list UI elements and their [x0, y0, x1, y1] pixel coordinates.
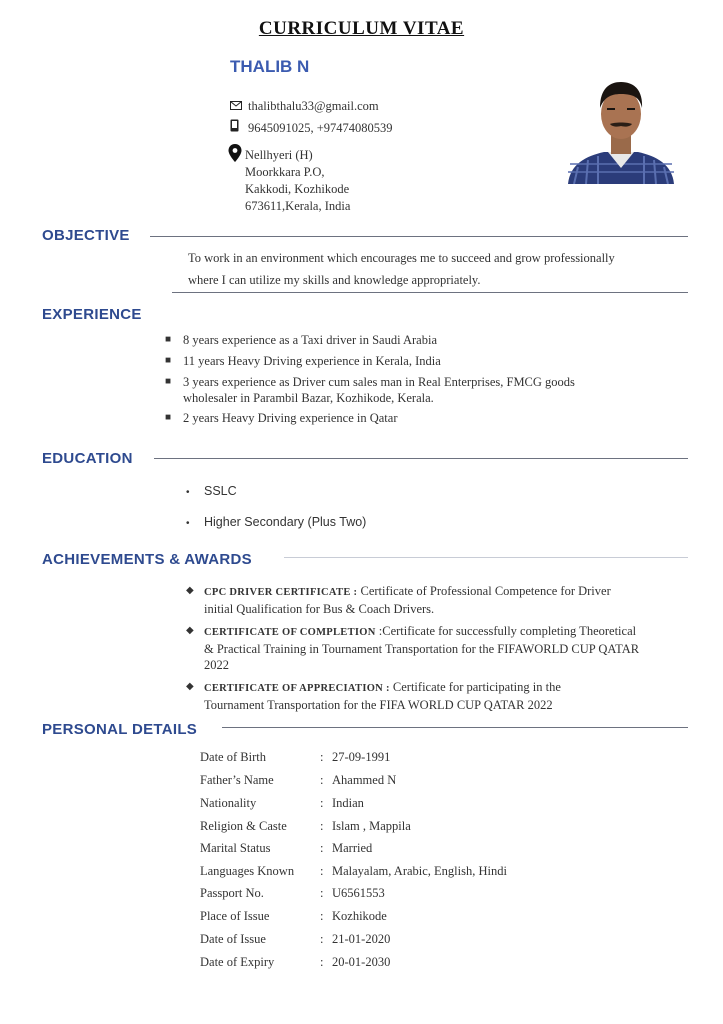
experience-heading: EXPERIENCE [42, 306, 142, 323]
education-list [186, 483, 586, 530]
section-divider [154, 458, 688, 459]
address-line: Kakkodi, Kozhikode [245, 182, 350, 196]
address-block [245, 147, 350, 215]
list-item: ■ 11 years Heavy Driving experience in Kerala, India [165, 354, 441, 368]
experience-list [165, 332, 685, 426]
contact-email-line [230, 99, 379, 114]
section-divider [284, 557, 688, 558]
map-pin-icon [228, 144, 242, 162]
list-item: • SSLC [186, 484, 237, 498]
address-line: 673611,Kerala, India [245, 199, 351, 213]
section-divider [222, 727, 688, 728]
achievements-list [186, 583, 684, 713]
document-title: CURRICULUM VITAE [258, 18, 465, 39]
achievements-heading: ACHIEVEMENTS & AWARDS [42, 551, 252, 568]
phone-icon [230, 119, 244, 135]
profile-photo [564, 72, 678, 184]
education-heading: EDUCATION [42, 450, 133, 467]
list-item: ■ 8 years experience as a Taxi driver in Saudi Arabia [165, 333, 438, 347]
address-line: Nellhyeri (H) [245, 148, 313, 162]
contact-phone-line [230, 119, 393, 136]
address-line: Moorkkara P.O, [245, 165, 325, 179]
list-item: ◆ CPC DRIVER CERTIFICATE : Certificate of Professional Competence for Driver initial Qualification for Bus & Coach Drivers. [186, 584, 611, 616]
objective-text-line: To work in an environment which encourages me to succeed and grow professionally [188, 251, 615, 265]
objective-text-line: where I can utilize my skills and knowledge appropriately. [188, 273, 481, 287]
objective-heading: OBJECTIVE [42, 227, 130, 244]
list-item: ◆ CERTIFICATE OF COMPLETION :Certificate for successfully completing Theoretical & Practical Training in Tournament Transportation for the FIFAWORLD CUP QATAR 2022 [186, 624, 640, 672]
section-divider [150, 236, 688, 237]
phone-text: 9645091025, +97474080539 [248, 121, 393, 135]
list-item: ■ 3 years experience as Driver cum sales man in Real Enterprises, FMCG goods wholesaler in Parambil Bazar, Kozhikode, Kerala. [165, 375, 575, 405]
list-item: ◆ CERTIFICATE OF APPRECIATION : Certificate for participating in the Tournament Transportation for the FIFA WORLD CUP QATAR 2022 [186, 680, 561, 712]
section-divider [172, 292, 688, 293]
candidate-name: THALIB N [230, 57, 310, 76]
list-item: • Higher Secondary (Plus Two) [186, 515, 367, 529]
personal-details-heading: PERSONAL DETAILS [42, 721, 198, 738]
email-text: thalibthalu33@gmail.com [248, 99, 379, 113]
list-item: ■ 2 years Heavy Driving experience in Qatar [165, 411, 398, 425]
envelope-icon [230, 101, 244, 113]
